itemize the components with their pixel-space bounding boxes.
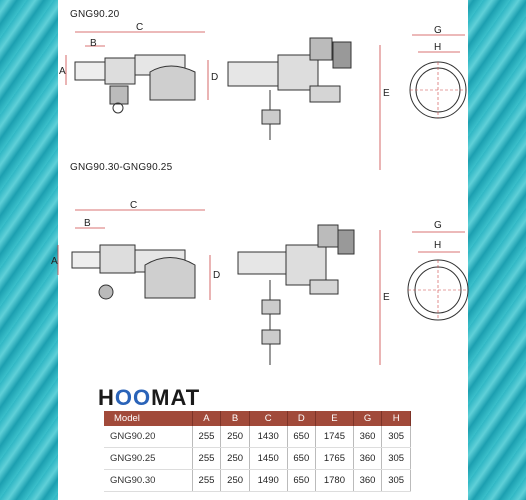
- col-e: E: [316, 411, 354, 426]
- table-row: GNG90.30 255 250 1490 650 1780 360 305: [104, 470, 411, 492]
- dim-e-bottom: E: [383, 292, 390, 303]
- title-top: GNG90.20: [70, 9, 120, 20]
- table-row: GNG90.20 255 250 1430 650 1745 360 305: [104, 426, 411, 448]
- dim-b-top: B: [90, 38, 97, 49]
- col-b: B: [221, 411, 250, 426]
- dim-a-bottom: A: [51, 256, 58, 267]
- dim-c-bottom: C: [130, 200, 138, 211]
- dim-b-bottom: B: [84, 218, 91, 229]
- col-d: D: [287, 411, 316, 426]
- spec-table: [104, 411, 411, 492]
- table-row: GNG90.25 255 250 1450 650 1765 360 305: [104, 448, 411, 470]
- dim-h-top: H: [434, 42, 442, 53]
- dim-e-top: E: [383, 88, 390, 99]
- dim-g-top: G: [434, 25, 442, 36]
- dim-d-bottom: D: [213, 270, 221, 281]
- dim-g-bottom: G: [434, 220, 442, 231]
- col-c: C: [249, 411, 287, 426]
- dim-c-top: C: [136, 22, 144, 33]
- title-bottom: GNG90.30-GNG90.25: [70, 162, 173, 173]
- dim-h-bottom: H: [434, 240, 442, 251]
- brand-logo: HOOMAT: [98, 385, 201, 410]
- dim-a-top: A: [59, 66, 66, 77]
- dim-d-top: D: [211, 72, 219, 83]
- col-a: A: [192, 411, 221, 426]
- col-model: Model: [104, 411, 192, 426]
- col-g: G: [353, 411, 382, 426]
- spec-header-row: [104, 411, 411, 426]
- col-h: H: [382, 411, 411, 426]
